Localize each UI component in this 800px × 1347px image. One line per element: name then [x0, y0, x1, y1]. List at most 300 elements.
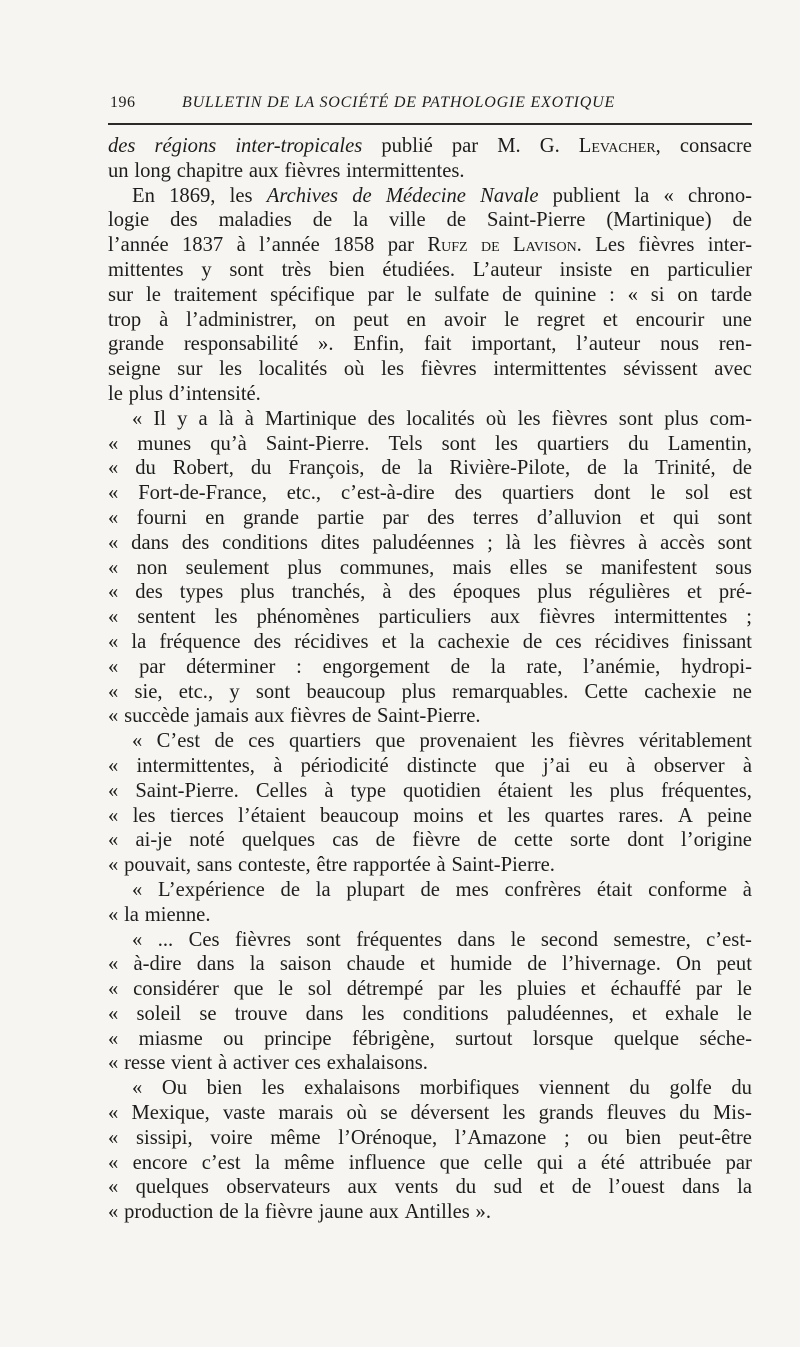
text-line [108, 506, 752, 531]
word: semestre, [613, 928, 691, 951]
word: l’année [108, 234, 169, 257]
word: périodicité [300, 754, 389, 777]
word: des [181, 531, 210, 554]
word: j’ai [542, 754, 571, 777]
word: Rufz [427, 234, 468, 257]
word: Saint-Pierre [486, 209, 586, 232]
word: observer [653, 754, 725, 777]
word: c’est- [706, 928, 752, 951]
word: encourir [635, 308, 705, 331]
text-line [108, 828, 752, 853]
word: de [381, 457, 401, 480]
word: bien [329, 258, 365, 281]
word: de [477, 829, 497, 852]
word: « [108, 1052, 119, 1075]
word: détrempé [346, 978, 424, 1001]
word: « [108, 556, 119, 579]
word: les [219, 358, 242, 381]
word: « [108, 506, 119, 529]
word: avoir [443, 308, 487, 331]
word: « [108, 754, 119, 777]
word: à [626, 754, 636, 777]
word: « [108, 457, 119, 480]
word: un [108, 159, 129, 182]
word: mienne. [144, 903, 211, 926]
word: Ou [161, 1077, 188, 1100]
word: mais [452, 556, 492, 579]
word: On [676, 953, 702, 976]
word: du [731, 1077, 752, 1100]
word: fièvres [290, 705, 347, 728]
word: l’Orénoque, [338, 1126, 438, 1149]
text-line [108, 1027, 752, 1052]
text-line [108, 456, 752, 481]
word: l’anémie, [583, 655, 661, 678]
word: à [436, 854, 446, 877]
text-line [108, 332, 752, 357]
word: par [451, 135, 479, 157]
text-line [108, 407, 752, 432]
word: conforme [648, 878, 728, 901]
word: régulières [588, 581, 670, 604]
word: plus [537, 581, 572, 604]
word: Saint-Pierre. [265, 432, 370, 455]
word: la [249, 953, 265, 976]
text-line [108, 556, 752, 581]
word: se [565, 556, 583, 579]
running-title: BULLETIN DE LA SOCIÉTÉ DE PATHOLOGIE EXOTIQUE [182, 94, 616, 111]
word: cette [514, 829, 553, 852]
word: les [533, 531, 557, 554]
word: paludéennes, [506, 1002, 614, 1025]
word: distincte [406, 754, 477, 777]
word: y [201, 258, 212, 281]
word: fourni [136, 506, 187, 529]
text-line [108, 1051, 752, 1076]
word: Enfin, [353, 333, 405, 356]
word: aux [490, 606, 520, 629]
word: conditions [222, 531, 308, 554]
word: fréquentes, [660, 779, 752, 802]
word: a [198, 407, 208, 430]
text-line [108, 655, 752, 680]
word: types [179, 581, 224, 604]
word: sie, [134, 680, 163, 703]
word: fièvres [284, 159, 341, 182]
word: Fort-de-France, [138, 482, 267, 505]
word: tierces [169, 804, 224, 827]
word: engorgement [322, 655, 430, 678]
word: finissant [682, 630, 752, 653]
word: terres [472, 506, 519, 529]
word: ville [389, 209, 426, 232]
word: d’intensité. [168, 382, 261, 405]
word: plupart [346, 878, 405, 901]
word: et [631, 1002, 647, 1025]
text-line [108, 233, 752, 258]
word: « [132, 928, 143, 951]
word: « [108, 1027, 119, 1050]
word: à [742, 754, 752, 777]
word: fièvre [264, 1201, 313, 1224]
word: fait [423, 333, 452, 356]
word: Rivière-Pilote, [449, 457, 571, 480]
word: à [244, 407, 254, 430]
word: ne [732, 680, 752, 703]
word: les [507, 804, 531, 827]
word: du [250, 457, 272, 480]
word: que [233, 978, 264, 1001]
word: chrono- [687, 184, 752, 207]
word: sévissent [623, 358, 698, 381]
word: la [409, 630, 425, 653]
word: grande [108, 333, 165, 356]
word: sorte [570, 829, 611, 852]
word: marais [278, 1102, 334, 1125]
word: jamais [195, 705, 249, 728]
word: très [281, 258, 312, 281]
word: régions [154, 135, 217, 157]
text-line [108, 903, 752, 928]
word: là [218, 407, 234, 430]
text-line [108, 878, 752, 903]
word: fleuves [606, 1102, 667, 1125]
word: sentent [137, 606, 196, 629]
word: spécifique [270, 283, 355, 306]
word: ; [487, 531, 493, 554]
word: les [261, 1077, 285, 1100]
word: « [108, 978, 119, 1001]
word: de [420, 878, 440, 901]
word: rapportée [353, 854, 431, 877]
word: sont [717, 531, 752, 554]
word: fièvres [551, 407, 608, 430]
page-number: 196 [110, 94, 136, 111]
word: grands [538, 1102, 594, 1125]
text-line [108, 184, 752, 209]
word: succède [124, 705, 190, 728]
word: chaude [346, 953, 405, 976]
word: voire [210, 1126, 253, 1149]
word: peut-être [678, 1126, 752, 1149]
word: sont [618, 407, 654, 430]
word: 1869, [169, 184, 216, 207]
word: bien [206, 1077, 243, 1100]
word: quotidien [402, 779, 481, 802]
word: aux [369, 1201, 399, 1224]
word: à [324, 779, 334, 802]
word: L’expérience [158, 878, 265, 901]
word: de [312, 209, 333, 232]
text-line [108, 159, 752, 184]
word: tranchés, [291, 581, 366, 604]
word: la [737, 1176, 752, 1199]
word: de [450, 655, 470, 678]
word: resse [124, 1052, 166, 1075]
word: les [517, 407, 541, 430]
header-rule [108, 123, 752, 125]
word: principe [264, 1027, 332, 1050]
word: les [569, 779, 593, 802]
word: la [124, 903, 139, 926]
word: y [177, 407, 188, 430]
word: « [108, 581, 119, 604]
word: échauffé [610, 978, 682, 1001]
word: ces [555, 630, 582, 653]
word: l’auteur [576, 333, 641, 356]
word: particuliers [378, 606, 472, 629]
word: plus [287, 556, 322, 579]
word: que [439, 1151, 470, 1174]
text-line [108, 481, 752, 506]
word: de [219, 1201, 239, 1224]
word: être [316, 854, 348, 877]
word: la [634, 184, 650, 207]
text-line [108, 704, 752, 729]
word: de [375, 829, 396, 852]
word: dans [681, 1176, 720, 1199]
word: provenaient [419, 730, 517, 753]
word: le [108, 382, 123, 405]
word: le [146, 283, 161, 306]
word: que [494, 754, 525, 777]
word: là [505, 531, 521, 554]
word: déversent [410, 1102, 490, 1125]
word: récidives [594, 630, 670, 653]
word: étaient [497, 779, 553, 802]
word: des [253, 630, 282, 653]
word: par [139, 655, 166, 678]
word: golfe [669, 1077, 712, 1100]
word: le [736, 978, 752, 1001]
word: la [623, 457, 639, 480]
word: ». [318, 333, 334, 356]
word: « [627, 283, 638, 306]
word: En [132, 184, 155, 207]
word: Mis- [712, 1102, 752, 1125]
word: Mexique, [131, 1102, 210, 1125]
word: dans [131, 531, 169, 554]
word: qui [536, 1151, 564, 1174]
word: chapitre [176, 159, 244, 182]
word: rate, [526, 655, 563, 678]
word: plus [401, 680, 436, 703]
word: fièvres [569, 531, 626, 554]
word: sulfate [434, 283, 490, 306]
word: inter- [707, 234, 752, 257]
word: inter-tropicales [235, 135, 363, 157]
text-line [108, 605, 752, 630]
word: « [108, 953, 119, 976]
word: etc., [178, 680, 214, 703]
word: publient [552, 184, 621, 207]
word: manifestent [600, 556, 698, 579]
word: l’hivernage. [561, 953, 661, 976]
word: sol [307, 978, 332, 1001]
word: surtout [455, 1027, 513, 1050]
word: François, [288, 457, 365, 480]
word: nous [660, 333, 699, 356]
word: sont [306, 928, 341, 951]
word: quelques [135, 1176, 209, 1199]
word: c’est-à-dire [340, 482, 435, 505]
word: « [132, 730, 143, 753]
word: phénomènes [256, 606, 360, 629]
word: même [270, 1126, 321, 1149]
word: non [136, 556, 168, 579]
text-line [108, 382, 752, 407]
text-line [108, 1002, 752, 1027]
word: et [381, 630, 397, 653]
word: par [438, 978, 465, 1001]
word: sont [229, 258, 264, 281]
word: le [278, 978, 294, 1001]
word: insiste [559, 258, 613, 281]
word: sont [255, 680, 291, 703]
word: considérer [133, 978, 219, 1001]
word: pré- [718, 581, 752, 604]
word: sud [493, 1176, 523, 1199]
word: de [480, 234, 500, 257]
word: intermittentes, [136, 754, 255, 777]
word: de [522, 630, 543, 653]
word: de [280, 878, 300, 901]
word: responsabilité [183, 333, 299, 356]
text-line [108, 1200, 752, 1225]
word: quelque [613, 1027, 680, 1050]
word: récidives [294, 630, 369, 653]
word: « [132, 878, 143, 901]
word: sont [717, 506, 752, 529]
text-line [108, 580, 752, 605]
text-line [108, 283, 752, 308]
word: par [387, 234, 414, 257]
word: de [732, 209, 752, 232]
word: aux [254, 705, 285, 728]
word: Tels [388, 432, 423, 455]
word: plus [664, 407, 699, 430]
word: sont [441, 432, 476, 455]
word: fièvres [420, 358, 477, 381]
word: bien [625, 1126, 662, 1149]
word: com- [709, 407, 752, 430]
word: qui [672, 506, 700, 529]
word: Navale [480, 184, 539, 207]
word: du [135, 457, 156, 480]
word: quartiers [288, 730, 362, 753]
word: production [124, 1201, 214, 1224]
word: vient [171, 1052, 213, 1075]
word: les [495, 432, 518, 455]
word: « [108, 854, 119, 877]
word: le [504, 308, 520, 331]
word: véritablement [638, 730, 752, 753]
word: dont [593, 482, 631, 505]
word: à [236, 234, 246, 257]
word: Celles [255, 779, 308, 802]
word: particulier [667, 258, 752, 281]
word: quartiers [537, 432, 610, 455]
word: Robert, [172, 457, 234, 480]
text-line [108, 928, 752, 953]
word: et [639, 506, 655, 529]
word: mittentes [108, 258, 184, 281]
text-line [108, 630, 752, 655]
word: de [732, 457, 752, 480]
word: ai-je [135, 829, 173, 852]
word: sur [108, 283, 134, 306]
word: de [587, 457, 607, 480]
word: influence [348, 1151, 426, 1174]
word: Il [153, 407, 166, 430]
text-line [108, 804, 752, 829]
word: trop [108, 308, 142, 331]
word: dans [305, 1002, 344, 1025]
word: Lamentin, [667, 432, 752, 455]
word: seigne [108, 358, 161, 381]
word: même [284, 1151, 335, 1174]
body-text [108, 134, 752, 1225]
word: long [134, 159, 171, 182]
word: des [135, 581, 163, 604]
word: tarde [710, 283, 752, 306]
word: cachexie [437, 630, 510, 653]
word: les [214, 606, 238, 629]
word: en [205, 506, 225, 529]
word: les [381, 358, 404, 381]
word: « [108, 482, 119, 505]
word: Médecine [385, 184, 466, 207]
word: sol [685, 482, 710, 505]
word: « [108, 1176, 119, 1199]
word: où [346, 1102, 368, 1125]
word: conditions [402, 1002, 489, 1025]
word: à [159, 308, 169, 331]
word: : [609, 283, 615, 306]
word: et [602, 308, 618, 331]
word: l’administrer, [186, 308, 297, 331]
word: par [382, 506, 409, 529]
word: vaste [222, 1102, 266, 1125]
word: (Martinique) [606, 209, 712, 232]
word: fièvres [538, 606, 595, 629]
word: la [353, 209, 369, 232]
text-line [108, 357, 752, 382]
word: « [108, 606, 119, 629]
word: les [502, 1102, 526, 1125]
word: peut [716, 953, 752, 976]
word: se [380, 1102, 398, 1125]
word: publié [381, 135, 433, 157]
text-line [108, 952, 752, 977]
word: elles [509, 556, 548, 579]
word: vents [394, 1176, 439, 1199]
word: ... [157, 928, 174, 951]
word: type [350, 779, 386, 802]
word: ces [248, 730, 275, 753]
word: maladies [218, 209, 292, 232]
word: la [254, 1151, 270, 1174]
word: y [229, 680, 240, 703]
word: important, [471, 333, 557, 356]
word: cas [332, 829, 359, 852]
text-line [108, 977, 752, 1002]
word: logie [108, 209, 150, 232]
word: était [596, 878, 633, 901]
word: etc., [286, 482, 322, 505]
word: de [527, 953, 547, 976]
word: M. [497, 135, 521, 157]
